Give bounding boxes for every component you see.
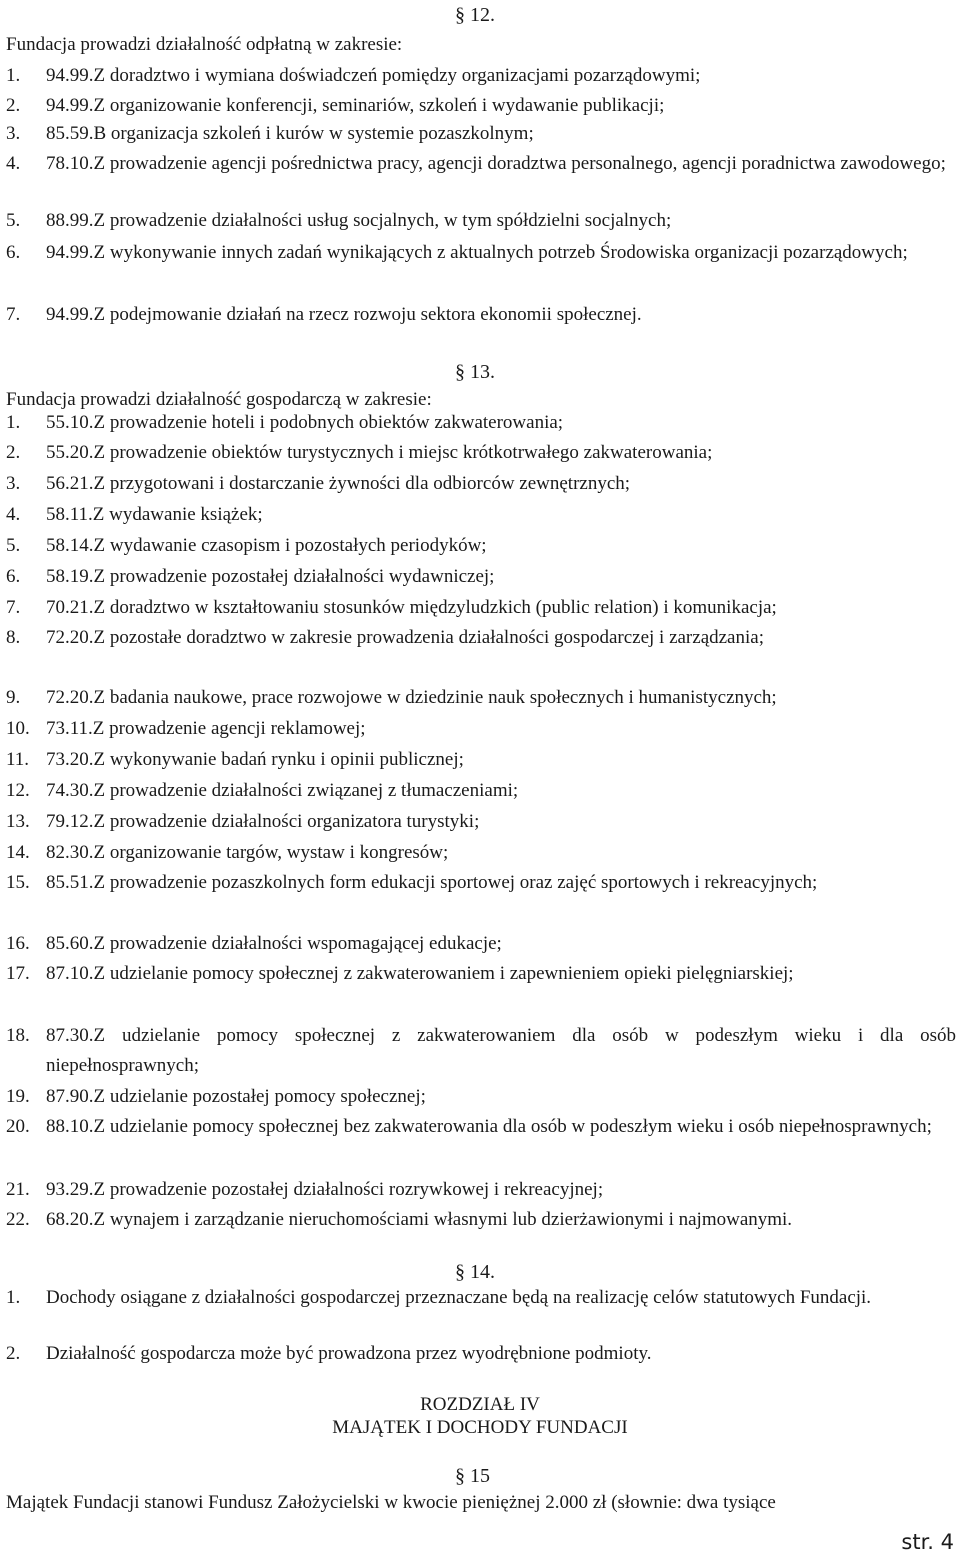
list-item: 22. 68.20.Z wynajem i zarządzanie nieruchomościami własnymi lub dzierżawionymi i najmowanymi. xyxy=(6,1209,793,1230)
list-item: 7. 94.99.Z podejmowanie działań na rzecz rozwoju sektora ekonomii społecznej. xyxy=(6,304,642,325)
list-item: 10. 73.11.Z prowadzenie agencji reklamowej; xyxy=(6,718,366,739)
list-item: 19. 87.90.Z udzielanie pozostałej pomocy społecznej; xyxy=(6,1086,426,1107)
list-item: 3. 85.59.B organizacja szkoleń i kurów w systemie pozaszkolnym; xyxy=(6,123,534,144)
list-item: 3. 56.21.Z przygotowani i dostarczanie żywności dla odbiorców zewnętrznych; xyxy=(6,473,631,494)
section-15-heading: § 15 xyxy=(455,1465,490,1487)
list-item: 2. 94.99.Z organizowanie konferencji, seminariów, szkoleń i wydawanie publikacji; xyxy=(6,95,665,116)
list-item: 4. 78.10.Z prowadzenie agencji pośrednictwa pracy, agencji doradztwa personalnego, agencji poradnictwa zawodowego; xyxy=(6,153,946,174)
list-item: 9. 72.20.Z badania naukowe, prace rozwojowe w dziedzinie nauk społecznych i humanistycznych; xyxy=(6,687,777,708)
list-item: 1. Dochody osiągane z działalności gospodarczej przeznaczane będą na realizację celów statutowych Fundacji. xyxy=(6,1287,872,1308)
list-item: 17. 87.10.Z udzielanie pomocy społecznej z zakwaterowaniem i zapewnieniem opieki pielęgniarskiej; xyxy=(6,963,794,984)
chapter-number: ROZDZIAŁ IV xyxy=(420,1394,540,1415)
list-item: 1. 55.10.Z prowadzenie hoteli i podobnych obiektów zakwaterowania; xyxy=(6,412,564,433)
list-item: 2. 55.20.Z prowadzenie obiektów turystycznych i miejsc krótkotrwałego zakwaterowania; xyxy=(6,442,713,463)
list-item: 6. 58.19.Z prowadzenie pozostałej działalności wydawniczej; xyxy=(6,566,495,587)
list-item: 11. 73.20.Z wykonywanie badań rynku i opinii publicznej; xyxy=(6,749,464,770)
page-number: str. 4 xyxy=(901,1530,954,1554)
list-item: 2. Działalność gospodarcza może być prowadzona przez wyodrębnione podmioty. xyxy=(6,1343,652,1364)
section-13-intro: Fundacja prowadzi działalność gospodarczą w zakresie: xyxy=(6,389,432,410)
list-item: 5. 58.14.Z wydawanie czasopism i pozostałych periodyków; xyxy=(6,535,487,556)
list-item: 13. 79.12.Z prowadzenie działalności organizatora turystyki; xyxy=(6,811,480,832)
list-item: 1. 94.99.Z doradztwo i wymiana doświadczeń pomiędzy organizacjami pozarządowymi; xyxy=(6,65,701,86)
section-14-heading: § 14. xyxy=(455,1261,495,1283)
list-item: 20. 88.10.Z udzielanie pomocy społecznej bez zakwaterowania dla osób w podeszłym wieku i osób niepełnosprawnych; xyxy=(6,1116,932,1137)
section-12-heading: § 12. xyxy=(455,4,495,26)
list-item: 16. 85.60.Z prowadzenie działalności wspomagającej edukacje; xyxy=(6,933,502,954)
list-item: 4. 58.11.Z wydawanie książek; xyxy=(6,504,263,525)
list-item: 6. 94.99.Z wykonywanie innych zadań wynikających z aktualnych potrzeb Środowiska organizacji pozarządowych; xyxy=(6,242,908,263)
list-item: 15. 85.51.Z prowadzenie pozaszkolnych form edukacji sportowej oraz zajęć sportowych i rekreacyjnych; xyxy=(6,872,818,893)
section-15-text: Majątek Fundacji stanowi Fundusz Założycielski w kwocie pieniężnej 2.000 zł (słownie: dwa tysiące xyxy=(6,1492,776,1513)
section-12-intro: Fundacja prowadzi działalność odpłatną w zakresie: xyxy=(6,34,403,55)
list-item: 14. 82.30.Z organizowanie targów, wystaw i kongresów; xyxy=(6,842,449,863)
list-item: 7. 70.21.Z doradztwo w kształtowaniu stosunków międzyludzkich (public relation) i komunikacja; xyxy=(6,597,777,618)
list-item: 5. 88.99.Z prowadzenie działalności usług socjalnych, w tym spółdzielni socjalnych; xyxy=(6,210,672,231)
chapter-title: MAJĄTEK I DOCHODY FUNDACJI xyxy=(332,1417,628,1438)
list-item: 12. 74.30.Z prowadzenie działalności związanej z tłumaczeniami; xyxy=(6,780,519,801)
section-13-heading: § 13. xyxy=(455,361,495,383)
list-item: 21. 93.29.Z prowadzenie pozostałej działalności rozrywkowej i rekreacyjnej; xyxy=(6,1179,604,1200)
list-item: 8. 72.20.Z pozostałe doradztwo w zakresie prowadzenia działalności gospodarczej i zarządzania; xyxy=(6,627,764,648)
list-item: 18. 87.30.Z udzielanie pomocy społecznej z zakwaterowaniem dla osób w podeszłym wieku i dla osób niepełnosprawnych; xyxy=(6,1025,956,1076)
